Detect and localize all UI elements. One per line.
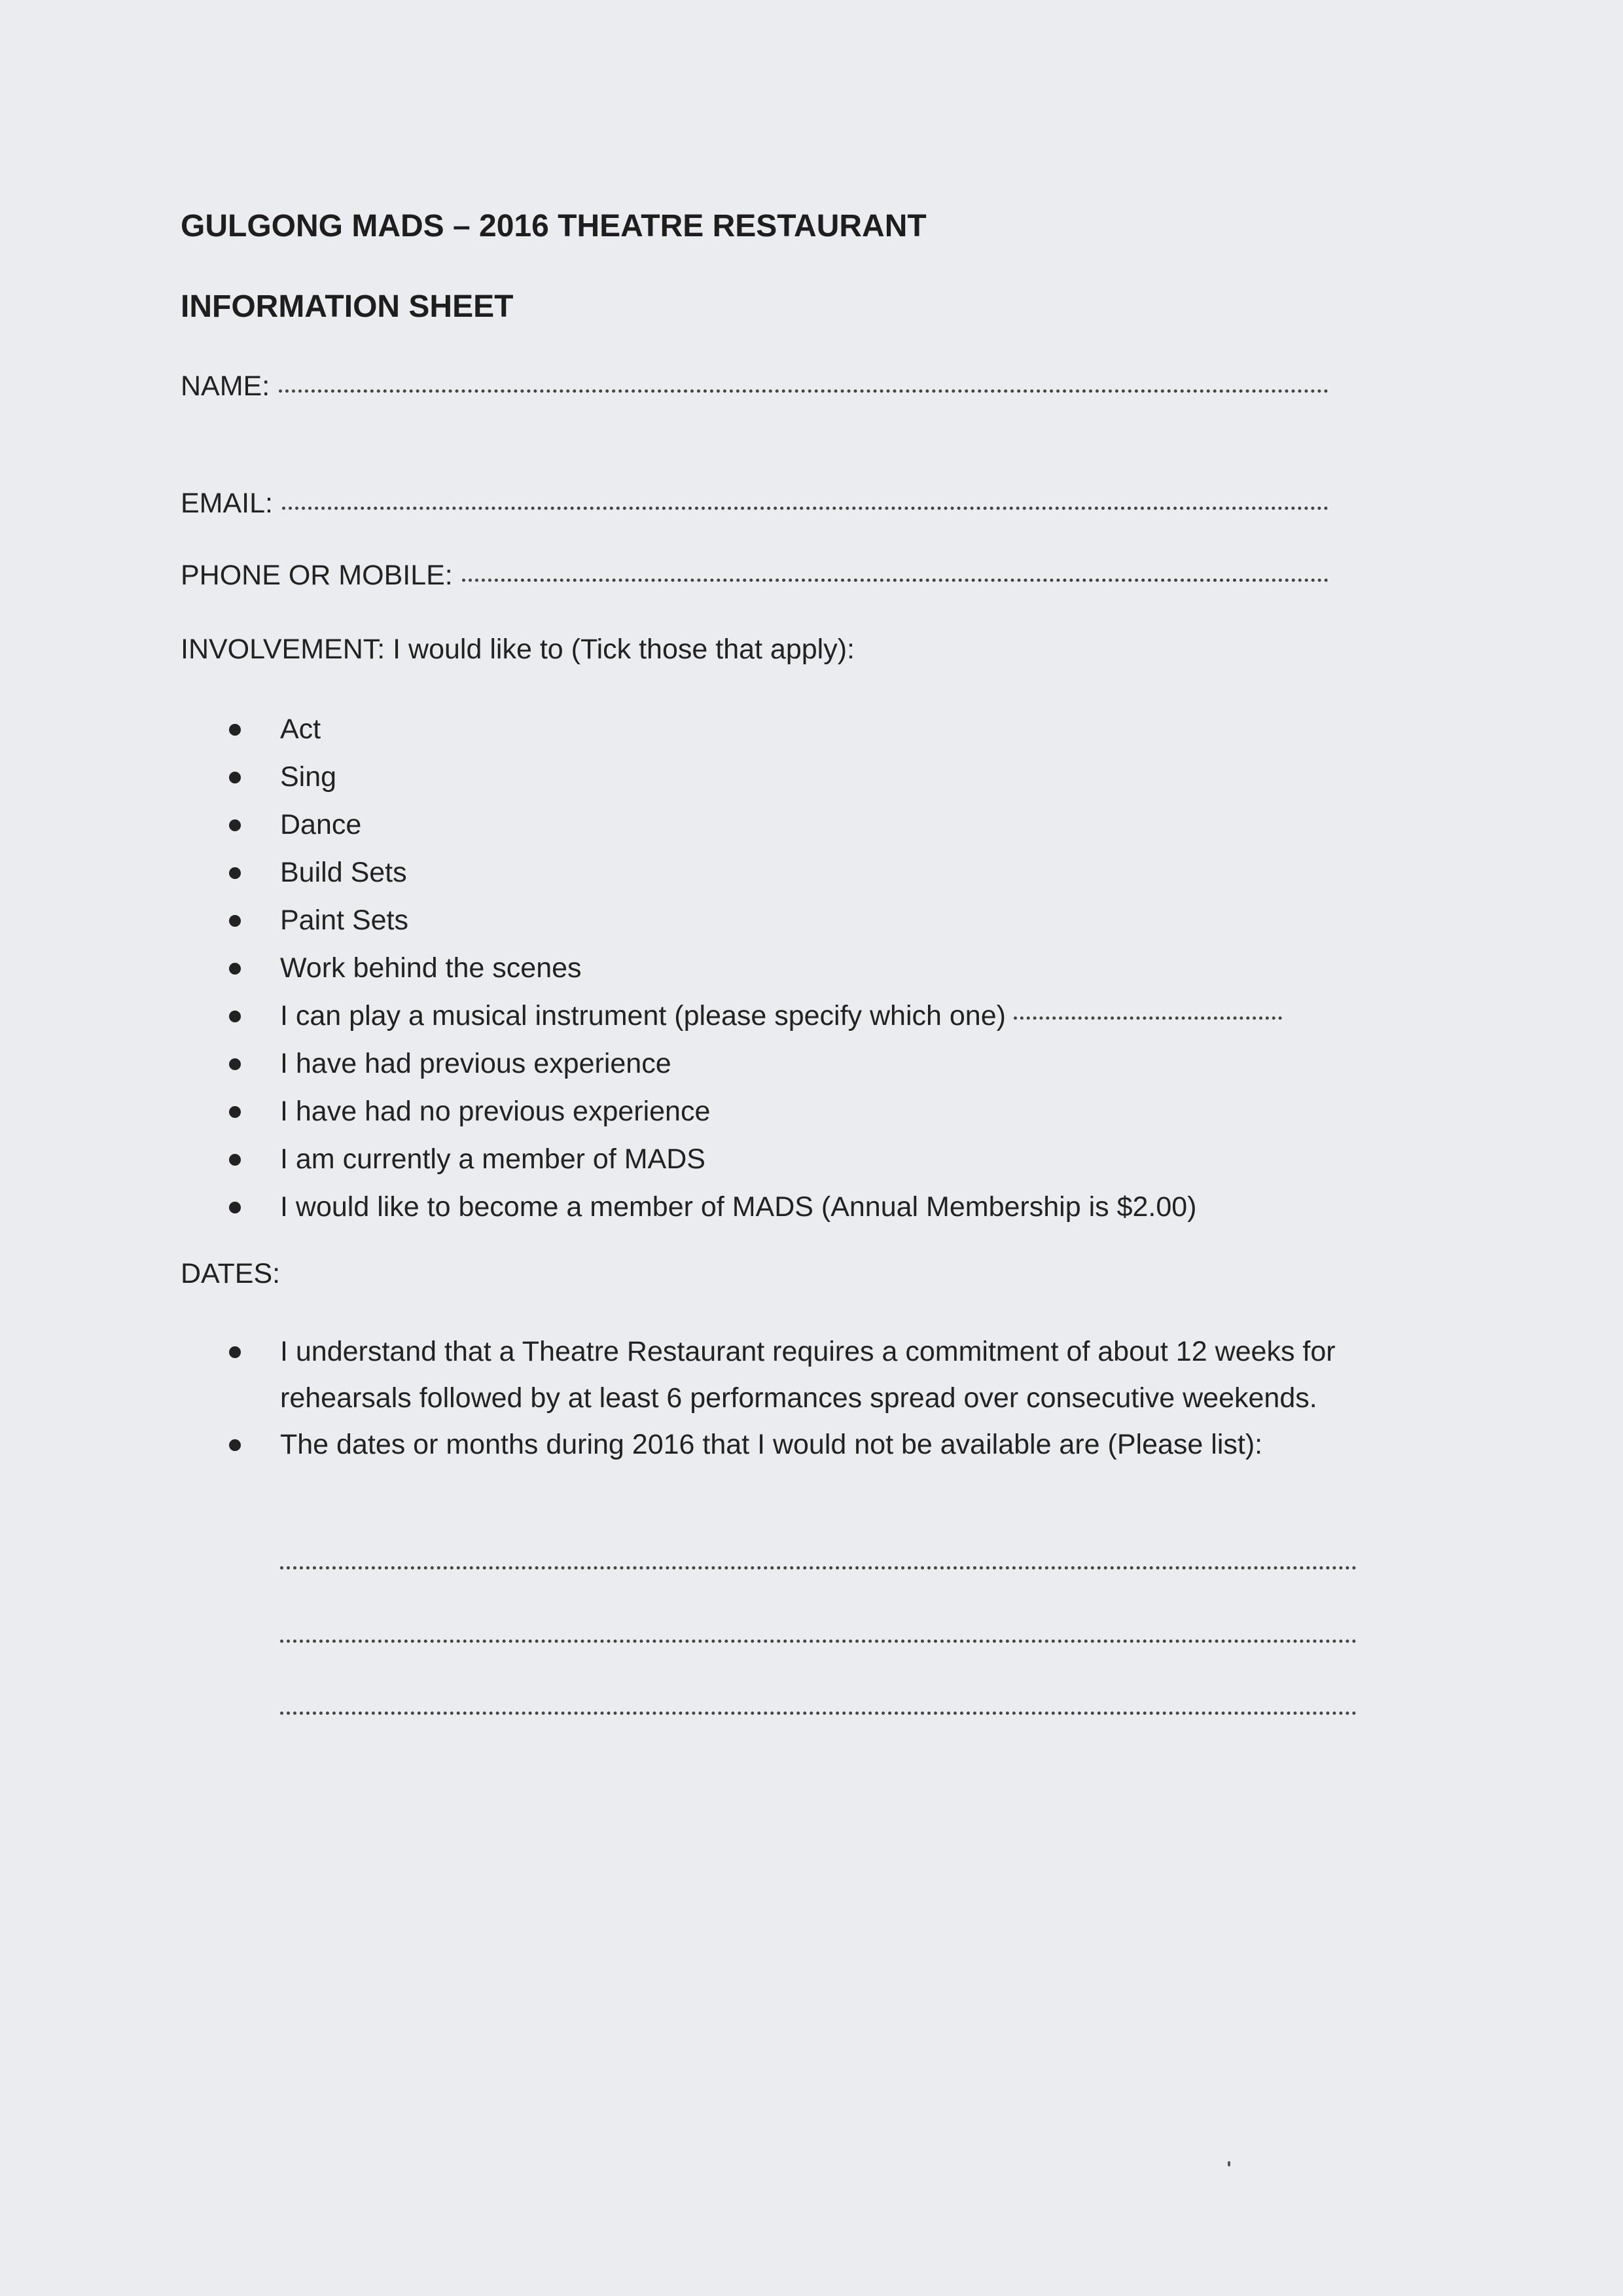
paper-speck [1228, 2161, 1230, 2166]
list-item-text: I have had previous experience [280, 1048, 671, 1079]
involvement-item-instrument[interactable] [181, 992, 1378, 1040]
dates-item-commitment [181, 1329, 1378, 1422]
unavailable-dates-line-2[interactable] [280, 1639, 1357, 1643]
document-title: GULGONG MADS – 2016 THEATRE RESTAURANT [181, 209, 927, 243]
email-field[interactable] [181, 488, 1329, 520]
bullet-icon [229, 1011, 241, 1022]
dates-label: DATES: [181, 1258, 281, 1289]
dates-item-unavailable [181, 1422, 1378, 1468]
bullet-icon [229, 819, 241, 831]
list-item-text: Dance [280, 809, 362, 840]
involvement-item-no-experience[interactable] [181, 1088, 1378, 1136]
bullet-icon [229, 1106, 241, 1118]
list-item-text: The dates or months during 2016 that I would not be available are (Please list): [280, 1429, 1263, 1460]
phone-dotted-line[interactable] [462, 578, 1329, 582]
name-dotted-line[interactable] [279, 389, 1329, 393]
involvement-label: INVOLVEMENT: I would like to (Tick those that apply): [181, 634, 855, 665]
list-item-text: I have had no previous experience [280, 1096, 711, 1127]
document-subtitle: INFORMATION SHEET [181, 289, 514, 324]
list-item-text: Work behind the scenes [280, 952, 582, 984]
bullet-icon [229, 1154, 241, 1166]
bullet-icon [229, 915, 241, 927]
involvement-item-paint-sets[interactable] [181, 897, 1378, 944]
involvement-item-build-sets[interactable] [181, 849, 1378, 897]
phone-label: PHONE OR MOBILE: [181, 560, 453, 591]
involvement-item-dance[interactable] [181, 801, 1378, 849]
phone-field[interactable] [181, 560, 1329, 592]
email-label: EMAIL: [181, 488, 273, 519]
list-item-text: Build Sets [280, 857, 407, 888]
unavailable-dates-line-3[interactable] [280, 1711, 1357, 1715]
list-item-text: I can play a musical instrument (please specify which one) [280, 1000, 1006, 1031]
list-item-text: Act [280, 713, 321, 745]
dates-list [181, 1329, 1378, 1468]
list-item-text: I would like to become a member of MADS (Annual Membership is $2.00) [280, 1191, 1197, 1223]
involvement-list [181, 706, 1378, 1231]
bullet-icon [229, 724, 241, 736]
list-item-text: I understand that a Theatre Restaurant requires a commitment of about 12 weeks for rehearsals followed by at least 6 performances spread over consecutive weekends. [280, 1336, 1336, 1414]
list-item-text: Sing [280, 761, 337, 793]
bullet-icon [229, 1346, 241, 1358]
list-item-text: I am currently a member of MADS [280, 1143, 705, 1175]
bullet-icon [229, 867, 241, 879]
involvement-item-behind-scenes[interactable] [181, 944, 1378, 992]
instrument-dotted-line[interactable] [1014, 1016, 1282, 1020]
bullet-icon [229, 1058, 241, 1070]
involvement-item-previous-experience[interactable] [181, 1040, 1378, 1088]
bullet-icon [229, 772, 241, 783]
unavailable-dates-line-1[interactable] [280, 1566, 1357, 1570]
list-item-text: Paint Sets [280, 905, 408, 936]
involvement-item-sing[interactable] [181, 753, 1378, 801]
email-dotted-line[interactable] [282, 506, 1329, 510]
involvement-item-act[interactable] [181, 706, 1378, 753]
bullet-icon [229, 963, 241, 975]
bullet-icon [229, 1202, 241, 1213]
involvement-item-current-member[interactable] [181, 1136, 1378, 1183]
name-label: NAME: [181, 370, 270, 402]
name-field[interactable] [181, 370, 1329, 403]
bullet-icon [229, 1439, 241, 1451]
involvement-item-become-member[interactable] [181, 1183, 1378, 1231]
